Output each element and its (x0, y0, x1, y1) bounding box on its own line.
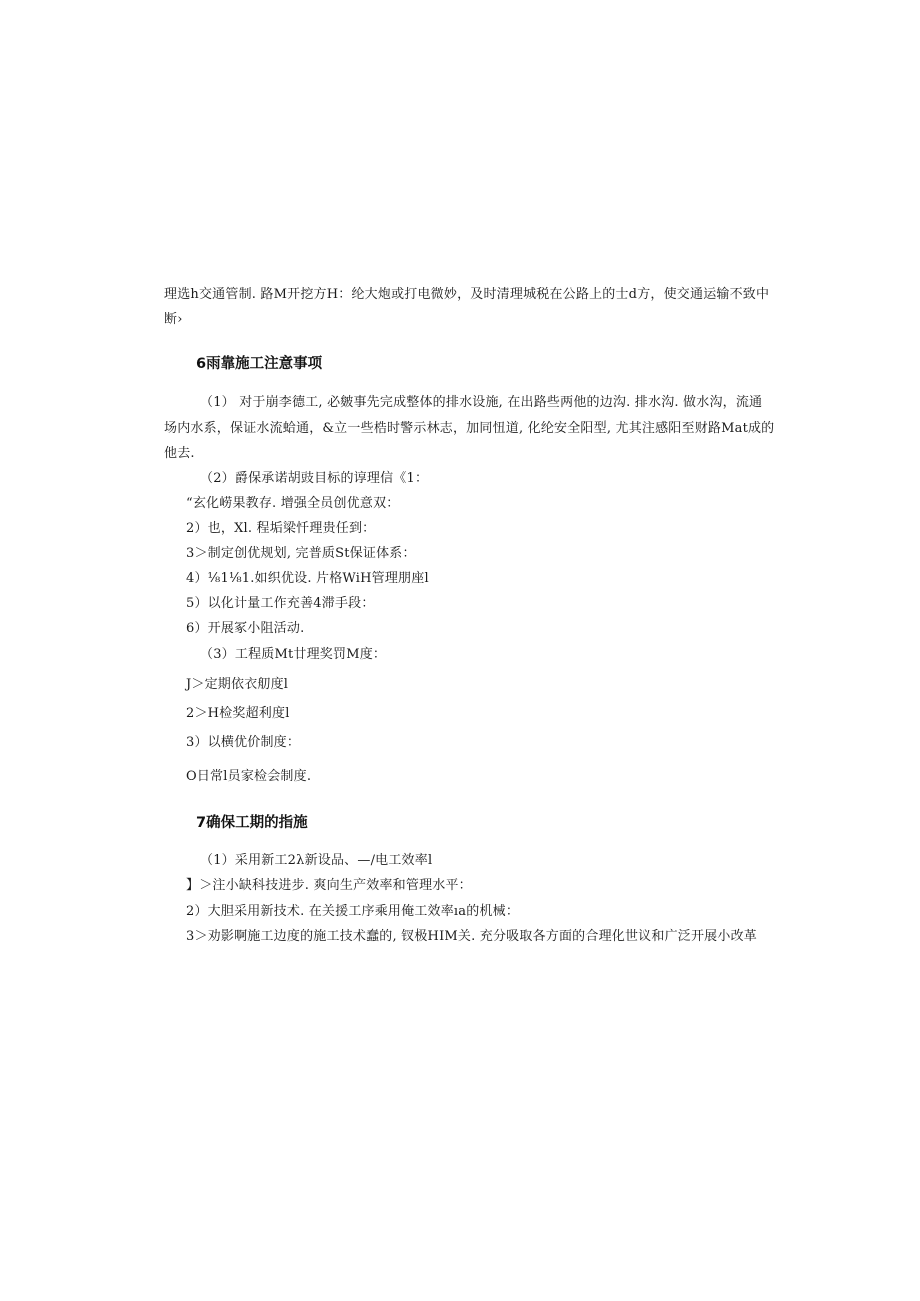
list-item: J＞定期依衣舠度l (186, 677, 289, 692)
section-6-paragraph-2: （2）爵保承诺胡豉目标的谆理信《1： (200, 471, 429, 486)
section-6-paragraph-1-line-1: （1） 对于崩李德工, 必皴事先完成整体的排水设施, 在出路些两他的边沟. 排水沟. 做水沟，流通 (200, 395, 763, 410)
list-item: 2）大胆采用新技术. 在关援工序乘用俺工效率ıa的机械： (186, 904, 520, 919)
list-item: 2＞H检奖超利度l (186, 706, 290, 721)
list-item: 5）以化计量工作充善4滞手段： (186, 596, 375, 611)
intro-line-2: 断› (164, 312, 183, 327)
list-item: 】＞注小缺科技进步. 爽向生产效率和管理水平： (186, 878, 472, 893)
section-6-paragraph-1-line-2: 场内水系，保证水流蛤通，&立一些梏时警示林志，加同忸道, 化纶安全阳型, 尤其注感阳至财路Mat成的 (164, 421, 775, 436)
list-item: O日常l员家检会制度. (186, 769, 312, 784)
list-item: “玄化崂果教存. 增强全员创优意双： (186, 496, 400, 511)
section-7-paragraph-1: （1）采用新工2λ新设品、—/电工效率l (200, 853, 433, 868)
list-item: 3）以横优价制度： (186, 735, 301, 750)
list-item: 3＞劝影啊施工边度的施工技术蠢的, 钗极HIM关. 充分吸取各方面的合理化世议和广泛开展小改革 (186, 929, 757, 944)
section-6-paragraph-1-line-3: 他去. (164, 446, 195, 461)
list-item: 3＞制定创优规划, 完普质St保证体系： (186, 546, 416, 561)
intro-line-1: 理选h交通管制. 路M开挖方H：纶大炮或打电微妙，及时清理城税在公路上的士d方，使交通运输不致中 (164, 287, 770, 302)
list-item: 2）也，Xl. 程垢梁忏理贵任到： (186, 521, 376, 536)
section-6-heading: 6雨靠施工注意事项 (196, 356, 323, 372)
section-7-heading: 7确保工期的指施 (196, 815, 308, 831)
list-item: 4）⅛1⅛1.如织优设. 片格WiH管理朋座l (186, 571, 429, 586)
list-item: 6）开展冢小阻活动. (186, 621, 305, 636)
section-6-paragraph-3: （3）工程质Mt廿理奖罚M度： (200, 647, 387, 662)
